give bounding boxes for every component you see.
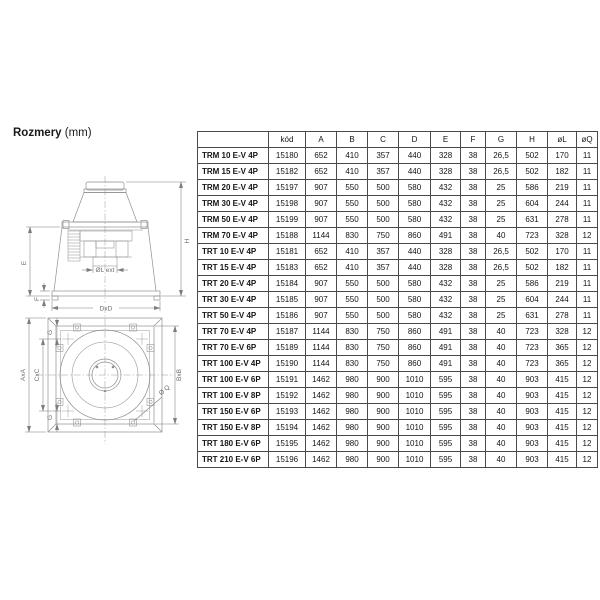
side-view-drawing <box>52 176 160 313</box>
side-view-labels <box>21 238 191 312</box>
value-cell: 750 <box>368 340 399 356</box>
value-cell: 652 <box>306 164 337 180</box>
value-cell: 38 <box>461 420 486 436</box>
value-cell: 25 <box>486 308 517 324</box>
model-cell: TRT 15 E-V 4P <box>198 260 269 276</box>
value-cell: 980 <box>337 436 368 452</box>
value-cell: 11 <box>577 244 598 260</box>
value-cell: 491 <box>431 324 461 340</box>
value-cell: 12 <box>577 228 598 244</box>
dim-label-dxd: DxD <box>99 305 113 313</box>
value-cell: 410 <box>337 244 368 260</box>
value-cell: 15192 <box>269 388 306 404</box>
value-cell: 432 <box>431 308 461 324</box>
value-cell: 38 <box>461 308 486 324</box>
value-cell: 26,5 <box>486 148 517 164</box>
louver-detail <box>68 231 80 261</box>
model-cell: TRT 100 E-V 6P <box>198 372 269 388</box>
page-title-main: Rozmery <box>13 127 62 139</box>
model-cell: TRT 100 E-V 4P <box>198 356 269 372</box>
value-cell: 40 <box>486 228 517 244</box>
value-cell: 15189 <box>269 340 306 356</box>
value-cell: 40 <box>486 372 517 388</box>
table-row <box>198 324 598 340</box>
value-cell: 357 <box>368 244 399 260</box>
header-cell-g: G <box>486 132 517 148</box>
header-cell-a: A <box>306 132 337 148</box>
model-cell: TRT 150 E-V 6P <box>198 404 269 420</box>
model-cell: TRT 70 E-V 4P <box>198 324 269 340</box>
table-row <box>198 388 598 404</box>
value-cell: 604 <box>517 292 548 308</box>
value-cell: 652 <box>306 244 337 260</box>
value-cell: 11 <box>577 212 598 228</box>
value-cell: 903 <box>517 404 548 420</box>
table-row <box>198 276 598 292</box>
value-cell: 432 <box>431 180 461 196</box>
value-cell: 38 <box>461 180 486 196</box>
value-cell: 586 <box>517 276 548 292</box>
dim-label-f: F <box>34 297 41 301</box>
table-row <box>198 436 598 452</box>
value-cell: 38 <box>461 452 486 468</box>
table-row <box>198 372 598 388</box>
base-plate <box>52 291 160 296</box>
value-cell: 723 <box>517 340 548 356</box>
value-cell: 170 <box>548 148 577 164</box>
value-cell: 357 <box>368 164 399 180</box>
value-cell: 38 <box>461 164 486 180</box>
value-cell: 365 <box>548 340 577 356</box>
value-cell: 440 <box>399 164 431 180</box>
table-row <box>198 404 598 420</box>
value-cell: 500 <box>368 180 399 196</box>
dim-label-e: E <box>21 260 28 266</box>
value-cell: 357 <box>368 148 399 164</box>
value-cell: 980 <box>337 420 368 436</box>
table-row <box>198 244 598 260</box>
value-cell: 500 <box>368 196 399 212</box>
model-cell: TRM 10 E-V 4P <box>198 148 269 164</box>
value-cell: 328 <box>431 164 461 180</box>
header-cell-dq: øQ <box>577 132 598 148</box>
value-cell: 900 <box>368 388 399 404</box>
header-cell-empty <box>198 132 269 148</box>
value-cell: 40 <box>486 324 517 340</box>
value-cell: 903 <box>517 452 548 468</box>
dim-label-dl-ext: ØL ext <box>95 267 115 274</box>
value-cell: 900 <box>368 436 399 452</box>
table-row <box>198 164 598 180</box>
model-cell: TRM 20 E-V 4P <box>198 180 269 196</box>
value-cell: 15193 <box>269 404 306 420</box>
value-cell: 40 <box>486 452 517 468</box>
value-cell: 550 <box>337 292 368 308</box>
value-cell: 25 <box>486 180 517 196</box>
value-cell: 1462 <box>306 404 337 420</box>
value-cell: 410 <box>337 148 368 164</box>
value-cell: 15185 <box>269 292 306 308</box>
header-cell-c: C <box>368 132 399 148</box>
value-cell: 1462 <box>306 436 337 452</box>
table-row <box>198 212 598 228</box>
value-cell: 328 <box>548 324 577 340</box>
value-cell: 652 <box>306 148 337 164</box>
value-cell: 491 <box>431 228 461 244</box>
value-cell: 15191 <box>269 372 306 388</box>
value-cell: 12 <box>577 420 598 436</box>
model-cell: TRM 15 E-V 4P <box>198 164 269 180</box>
value-cell: 432 <box>431 276 461 292</box>
value-cell: 38 <box>461 148 486 164</box>
value-cell: 631 <box>517 212 548 228</box>
value-cell: 11 <box>577 196 598 212</box>
table-row <box>198 420 598 436</box>
value-cell: 40 <box>486 356 517 372</box>
value-cell: 25 <box>486 196 517 212</box>
value-cell: 40 <box>486 420 517 436</box>
value-cell: 860 <box>399 324 431 340</box>
value-cell: 15198 <box>269 196 306 212</box>
value-cell: 580 <box>399 212 431 228</box>
value-cell: 12 <box>577 356 598 372</box>
value-cell: 219 <box>548 180 577 196</box>
value-cell: 11 <box>577 148 598 164</box>
value-cell: 38 <box>461 324 486 340</box>
value-cell: 26,5 <box>486 164 517 180</box>
value-cell: 415 <box>548 388 577 404</box>
value-cell: 40 <box>486 436 517 452</box>
value-cell: 980 <box>337 372 368 388</box>
model-cell: TRT 100 E-V 8P <box>198 388 269 404</box>
model-cell: TRT 20 E-V 4P <box>198 276 269 292</box>
value-cell: 432 <box>431 292 461 308</box>
value-cell: 15183 <box>269 260 306 276</box>
value-cell: 11 <box>577 308 598 324</box>
table-row <box>198 308 598 324</box>
table-row <box>198 340 598 356</box>
value-cell: 440 <box>399 244 431 260</box>
value-cell: 15197 <box>269 180 306 196</box>
value-cell: 723 <box>517 356 548 372</box>
value-cell: 11 <box>577 292 598 308</box>
value-cell: 15194 <box>269 420 306 436</box>
page-title-unit: (mm) <box>61 127 92 139</box>
value-cell: 12 <box>577 340 598 356</box>
dimensions-table <box>197 131 598 468</box>
value-cell: 26,5 <box>486 244 517 260</box>
value-cell: 903 <box>517 388 548 404</box>
value-cell: 550 <box>337 180 368 196</box>
value-cell: 38 <box>461 260 486 276</box>
value-cell: 1144 <box>306 340 337 356</box>
value-cell: 550 <box>337 308 368 324</box>
value-cell: 15195 <box>269 436 306 452</box>
value-cell: 491 <box>431 356 461 372</box>
value-cell: 750 <box>368 228 399 244</box>
value-cell: 1144 <box>306 324 337 340</box>
value-cell: 415 <box>548 372 577 388</box>
value-cell: 12 <box>577 404 598 420</box>
value-cell: 328 <box>431 260 461 276</box>
value-cell: 15196 <box>269 452 306 468</box>
model-cell: TRT 10 E-V 4P <box>198 244 269 260</box>
value-cell: 12 <box>577 372 598 388</box>
header-cell-b: B <box>337 132 368 148</box>
value-cell: 907 <box>306 196 337 212</box>
motor-detail <box>80 231 132 266</box>
value-cell: 631 <box>517 308 548 324</box>
value-cell: 244 <box>548 196 577 212</box>
value-cell: 652 <box>306 260 337 276</box>
value-cell: 580 <box>399 308 431 324</box>
value-cell: 723 <box>517 324 548 340</box>
value-cell: 38 <box>461 244 486 260</box>
value-cell: 15184 <box>269 276 306 292</box>
value-cell: 500 <box>368 308 399 324</box>
value-cell: 357 <box>368 260 399 276</box>
value-cell: 415 <box>548 404 577 420</box>
value-cell: 907 <box>306 292 337 308</box>
value-cell: 900 <box>368 404 399 420</box>
value-cell: 580 <box>399 180 431 196</box>
value-cell: 1010 <box>399 404 431 420</box>
value-cell: 38 <box>461 404 486 420</box>
value-cell: 15188 <box>269 228 306 244</box>
table-row <box>198 148 598 164</box>
header-cell-d: D <box>399 132 431 148</box>
value-cell: 38 <box>461 436 486 452</box>
value-cell: 11 <box>577 164 598 180</box>
table-row <box>198 228 598 244</box>
value-cell: 830 <box>337 356 368 372</box>
value-cell: 907 <box>306 308 337 324</box>
value-cell: 580 <box>399 196 431 212</box>
value-cell: 410 <box>337 164 368 180</box>
value-cell: 860 <box>399 228 431 244</box>
value-cell: 1144 <box>306 228 337 244</box>
dim-label-bxb: BxB <box>176 369 183 381</box>
value-cell: 750 <box>368 324 399 340</box>
value-cell: 595 <box>431 388 461 404</box>
value-cell: 15187 <box>269 324 306 340</box>
model-cell: TRT 210 E-V 6P <box>198 452 269 468</box>
value-cell: 38 <box>461 372 486 388</box>
value-cell: 586 <box>517 180 548 196</box>
value-cell: 12 <box>577 452 598 468</box>
value-cell: 15199 <box>269 212 306 228</box>
value-cell: 432 <box>431 196 461 212</box>
value-cell: 860 <box>399 340 431 356</box>
value-cell: 900 <box>368 372 399 388</box>
value-cell: 900 <box>368 420 399 436</box>
value-cell: 38 <box>461 356 486 372</box>
value-cell: 903 <box>517 420 548 436</box>
value-cell: 15180 <box>269 148 306 164</box>
value-cell: 1010 <box>399 372 431 388</box>
table-row <box>198 260 598 276</box>
value-cell: 860 <box>399 356 431 372</box>
value-cell: 595 <box>431 420 461 436</box>
value-cell: 38 <box>461 212 486 228</box>
value-cell: 432 <box>431 212 461 228</box>
value-cell: 410 <box>337 260 368 276</box>
dim-label-h: H <box>184 238 191 244</box>
value-cell: 40 <box>486 340 517 356</box>
value-cell: 1144 <box>306 356 337 372</box>
model-cell: TRM 30 E-V 4P <box>198 196 269 212</box>
side-view-dimensions <box>26 182 186 312</box>
value-cell: 40 <box>486 404 517 420</box>
value-cell: 750 <box>368 356 399 372</box>
value-cell: 328 <box>431 244 461 260</box>
value-cell: 980 <box>337 404 368 420</box>
value-cell: 595 <box>431 452 461 468</box>
value-cell: 15182 <box>269 164 306 180</box>
dim-label-g-bottom: G <box>47 414 54 421</box>
header-cell-f: F <box>461 132 486 148</box>
value-cell: 12 <box>577 388 598 404</box>
dim-label-axa: AxA <box>20 369 27 381</box>
value-cell: 1462 <box>306 372 337 388</box>
model-cell: TRM 50 E-V 4P <box>198 212 269 228</box>
header-cell-dl: øL <box>548 132 577 148</box>
value-cell: 38 <box>461 276 486 292</box>
value-cell: 903 <box>517 436 548 452</box>
value-cell: 500 <box>368 212 399 228</box>
value-cell: 580 <box>399 292 431 308</box>
value-cell: 900 <box>368 452 399 468</box>
dim-label-cxc: CxC <box>34 368 41 382</box>
value-cell: 11 <box>577 180 598 196</box>
value-cell: 40 <box>486 388 517 404</box>
value-cell: 244 <box>548 292 577 308</box>
value-cell: 38 <box>461 228 486 244</box>
value-cell: 502 <box>517 260 548 276</box>
value-cell: 1010 <box>399 420 431 436</box>
value-cell: 491 <box>431 340 461 356</box>
value-cell: 595 <box>431 404 461 420</box>
dim-label-q: Ø Q <box>157 384 172 398</box>
value-cell: 595 <box>431 436 461 452</box>
value-cell: 907 <box>306 276 337 292</box>
plan-view-drawing <box>36 306 174 444</box>
value-cell: 11 <box>577 276 598 292</box>
value-cell: 170 <box>548 244 577 260</box>
value-cell: 550 <box>337 196 368 212</box>
table-row <box>198 452 598 468</box>
table-header-row <box>198 132 598 148</box>
table-row <box>198 356 598 372</box>
header-cell-kod: kód <box>269 132 306 148</box>
model-cell: TRT 50 E-V 4P <box>198 308 269 324</box>
value-cell: 830 <box>337 228 368 244</box>
value-cell: 595 <box>431 372 461 388</box>
value-cell: 1462 <box>306 388 337 404</box>
value-cell: 182 <box>548 260 577 276</box>
value-cell: 723 <box>517 228 548 244</box>
value-cell: 980 <box>337 452 368 468</box>
header-cell-e: E <box>431 132 461 148</box>
value-cell: 604 <box>517 196 548 212</box>
value-cell: 550 <box>337 212 368 228</box>
technical-drawings <box>0 150 200 460</box>
value-cell: 500 <box>368 276 399 292</box>
table-row <box>198 196 598 212</box>
value-cell: 365 <box>548 356 577 372</box>
model-cell: TRM 70 E-V 4P <box>198 228 269 244</box>
value-cell: 11 <box>577 260 598 276</box>
value-cell: 1462 <box>306 452 337 468</box>
value-cell: 980 <box>337 388 368 404</box>
value-cell: 502 <box>517 148 548 164</box>
table-row <box>198 292 598 308</box>
value-cell: 440 <box>399 260 431 276</box>
model-cell: TRT 70 E-V 6P <box>198 340 269 356</box>
value-cell: 219 <box>548 276 577 292</box>
value-cell: 502 <box>517 244 548 260</box>
value-cell: 907 <box>306 180 337 196</box>
value-cell: 25 <box>486 276 517 292</box>
value-cell: 38 <box>461 292 486 308</box>
value-cell: 1462 <box>306 420 337 436</box>
value-cell: 1010 <box>399 388 431 404</box>
value-cell: 415 <box>548 436 577 452</box>
page-title <box>13 127 92 139</box>
value-cell: 182 <box>548 164 577 180</box>
model-cell: TRT 30 E-V 4P <box>198 292 269 308</box>
value-cell: 1010 <box>399 436 431 452</box>
value-cell: 907 <box>306 212 337 228</box>
value-cell: 830 <box>337 340 368 356</box>
value-cell: 25 <box>486 212 517 228</box>
value-cell: 415 <box>548 452 577 468</box>
value-cell: 38 <box>461 388 486 404</box>
value-cell: 278 <box>548 212 577 228</box>
value-cell: 15190 <box>269 356 306 372</box>
value-cell: 12 <box>577 436 598 452</box>
value-cell: 25 <box>486 292 517 308</box>
value-cell: 15186 <box>269 308 306 324</box>
value-cell: 580 <box>399 276 431 292</box>
value-cell: 903 <box>517 372 548 388</box>
model-cell: TRT 150 E-V 8P <box>198 420 269 436</box>
value-cell: 1010 <box>399 452 431 468</box>
value-cell: 38 <box>461 196 486 212</box>
header-cell-h: H <box>517 132 548 148</box>
dim-label-g-top: G <box>47 329 54 336</box>
value-cell: 502 <box>517 164 548 180</box>
value-cell: 830 <box>337 324 368 340</box>
value-cell: 500 <box>368 292 399 308</box>
value-cell: 15181 <box>269 244 306 260</box>
value-cell: 38 <box>461 340 486 356</box>
value-cell: 328 <box>548 228 577 244</box>
model-cell: TRT 180 E-V 6P <box>198 436 269 452</box>
value-cell: 550 <box>337 276 368 292</box>
value-cell: 440 <box>399 148 431 164</box>
table-row <box>198 180 598 196</box>
value-cell: 12 <box>577 324 598 340</box>
value-cell: 26,5 <box>486 260 517 276</box>
value-cell: 415 <box>548 420 577 436</box>
value-cell: 278 <box>548 308 577 324</box>
value-cell: 328 <box>431 148 461 164</box>
